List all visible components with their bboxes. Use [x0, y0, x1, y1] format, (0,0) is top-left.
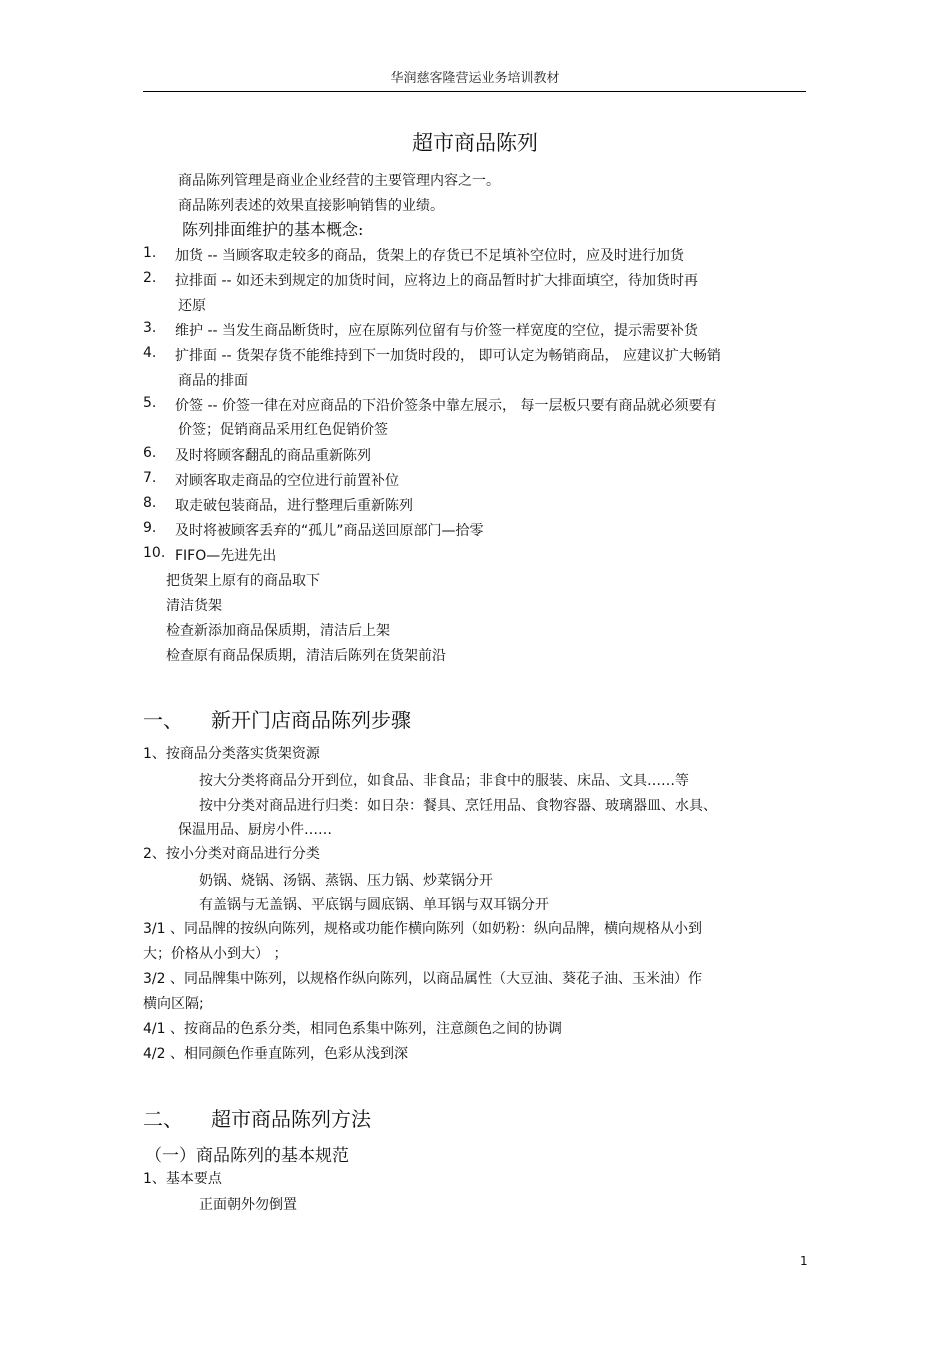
concept-num: 1.: [143, 245, 157, 261]
concept-text: 拉排面 -- 如还未到规定的加货时间，应将边上的商品暂时扩大排面填空，待加货时再: [175, 273, 699, 289]
concept-num: 7.: [143, 470, 157, 486]
concept-text: 维护 -- 当发生商品断货时，应在原陈列位留有与价签一样宽度的空位，提示需要补货: [175, 323, 699, 339]
fifo-item: 把货架上原有的商品取下: [166, 573, 320, 589]
section2-subheading: （一）商品陈列的基本规范: [145, 1146, 349, 1166]
section2-number: 二、: [143, 1107, 183, 1131]
header-rule: [143, 91, 806, 92]
concept-text-cont: 价签；促销商品采用红色促销价签: [178, 422, 388, 438]
concept-num: 5.: [143, 395, 157, 411]
section2-item: 1、基本要点: [143, 1171, 222, 1187]
section1-line: 2、按小分类对商品进行分类: [143, 846, 320, 862]
concept-num: 2.: [143, 270, 157, 286]
fifo-item: 清洁货架: [166, 598, 222, 614]
fifo-item: 检查新添加商品保质期，清洁后上架: [166, 623, 390, 639]
section1-line: 1、按商品分类落实货架资源: [143, 746, 320, 762]
concept-num: 10.: [143, 545, 166, 561]
section1-line: 4/1 、按商品的色系分类，相同色系集中陈列，注意颜色之间的协调: [143, 1021, 562, 1037]
concept-num: 8.: [143, 495, 157, 511]
section2-item: 正面朝外勿倒置: [199, 1197, 297, 1213]
concept-text: 取走破包装商品，进行整理后重新陈列: [175, 498, 413, 514]
concept-text-cont: 还原: [178, 298, 206, 314]
section1-line: 3/1 、同品牌的按纵向陈列，规格或功能作横向陈列（如奶粉：纵向品牌，横向规格从小到: [143, 921, 702, 937]
concept-text: 价签 -- 价签一律在对应商品的下沿价签条中靠左展示， 每一层板只要有商品就必须要有: [175, 398, 717, 414]
concept-text: 扩排面 -- 货架存货不能维持到下一加货时段的， 即可认定为畅销商品， 应建议扩大畅销: [175, 348, 721, 364]
section1-line: 大；价格从小到大） ；: [143, 946, 288, 962]
section2-title: 超市商品陈列方法: [211, 1107, 371, 1131]
section1-line: 3/2 、同品牌集中陈列，以规格作纵向陈列，以商品属性（大豆油、葵花子油、玉米油）作: [143, 971, 702, 987]
section1-line: 奶锅、烧锅、汤锅、蒸锅、压力锅、炒菜锅分开: [199, 873, 493, 889]
page-number: 1: [800, 1254, 808, 1268]
section1-line: 保温用品、厨房小件……: [178, 822, 332, 838]
concept-num: 3.: [143, 320, 157, 336]
concept-text: 加货 -- 当顾客取走较多的商品，货架上的存货已不足填补空位时，应及时进行加货: [175, 248, 685, 264]
concept-text: 及时将被顾客丢弃的“孤儿”商品送回原部门—拾零: [175, 523, 484, 539]
page-title: 超市商品陈列: [412, 131, 538, 155]
concept-text: 及时将顾客翻乱的商品重新陈列: [175, 448, 371, 464]
section1-number: 一、: [143, 708, 183, 732]
concept-num: 6.: [143, 445, 157, 461]
intro-line-2: 商品陈列表述的效果直接影响销售的业绩。: [178, 198, 444, 214]
section1-line: 按大分类将商品分开到位，如食品、非食品；非食中的服装、床品、文具……等: [199, 773, 689, 789]
concept-text: FIFO—先进先出: [175, 548, 277, 564]
concept-heading: 陈列排面维护的基本概念:: [182, 220, 364, 239]
concept-num: 9.: [143, 520, 157, 536]
fifo-item: 检查原有商品保质期，清洁后陈列在货架前沿: [166, 648, 446, 664]
concept-text-cont: 商品的排面: [178, 373, 248, 389]
section1-line: 横向区隔;: [143, 996, 204, 1012]
section1-line: 4/2 、相同颜色作垂直陈列，色彩从浅到深: [143, 1046, 408, 1062]
section1-line: 按中分类对商品进行归类：如日杂：餐具、烹饪用品、食物容器、玻璃器皿、水具、: [199, 798, 717, 814]
page-header: 华润慈客隆营运业务培训教材: [390, 71, 560, 86]
concept-num: 4.: [143, 345, 157, 361]
section1-line: 有盖锅与无盖锅、平底锅与圆底锅、单耳锅与双耳锅分开: [199, 897, 549, 913]
intro-line-1: 商品陈列管理是商业企业经营的主要管理内容之一。: [178, 173, 500, 189]
section1-title: 新开门店商品陈列步骤: [211, 708, 411, 732]
concept-text: 对顾客取走商品的空位进行前置补位: [175, 473, 399, 489]
